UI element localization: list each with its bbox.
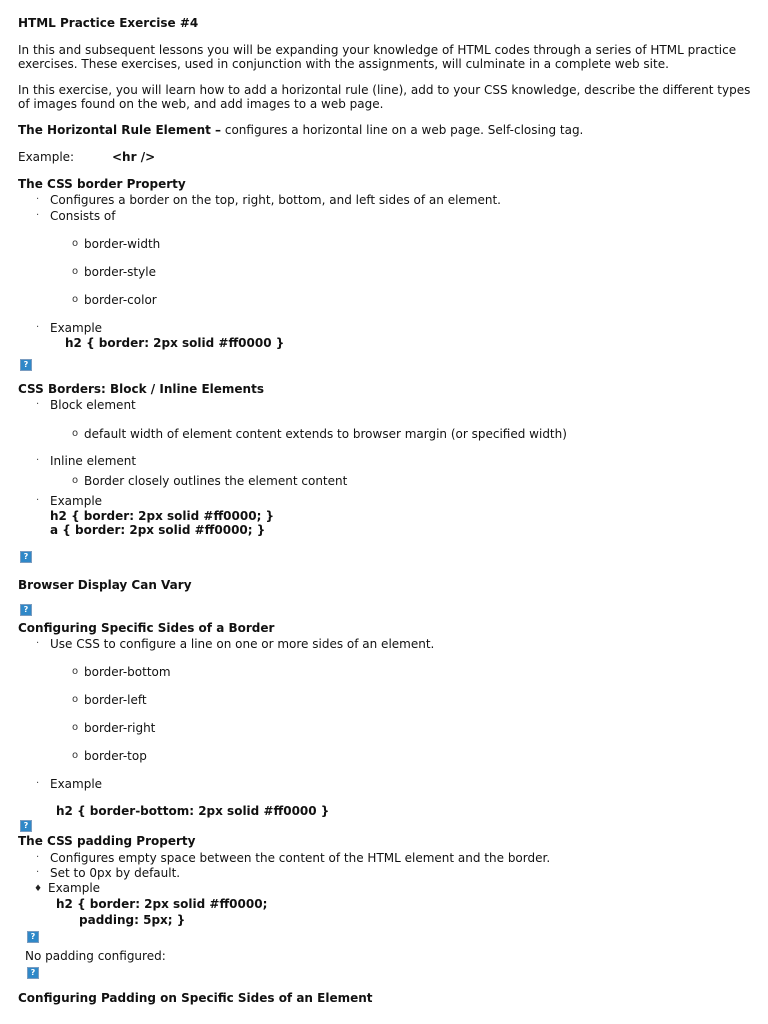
- sub-bullet-marker: o: [72, 750, 79, 761]
- sub-bullet-marker: o: [72, 428, 79, 439]
- border-bullet-1: Configures a border on the top, right, bottom, and left sides of an element.: [50, 193, 501, 207]
- diamond-bullet-marker: ♦: [34, 884, 43, 894]
- border-example-code: h2 { border: 2px solid #ff0000 }: [65, 336, 285, 350]
- border-sub-item: border-width: [84, 237, 161, 251]
- sides-example-code: h2 { border-bottom: 2px solid #ff0000 }: [56, 804, 330, 818]
- broken-image-icon: ?: [20, 820, 32, 832]
- bullet-marker: ·: [36, 778, 40, 789]
- specific-sides-heading: Configuring Specific Sides of a Border: [18, 621, 275, 635]
- bullet-marker: ·: [36, 399, 40, 410]
- padding-bullet-1: Configures empty space between the content of the HTML element and the border.: [50, 851, 551, 865]
- padding-bullet-2: Set to 0px by default.: [50, 866, 181, 880]
- sub-bullet-marker: o: [72, 666, 79, 677]
- border-heading: The CSS border Property: [18, 177, 186, 191]
- sub-bullet-marker: o: [72, 722, 79, 733]
- sub-bullet-marker: o: [72, 238, 79, 249]
- no-padding-caption: No padding configured:: [25, 949, 166, 963]
- border-bullet-3: Example: [50, 321, 103, 335]
- bullet-marker: ·: [36, 867, 40, 878]
- border-bullet-2: Consists of: [50, 209, 116, 223]
- sides-bullet-2: Example: [50, 777, 103, 791]
- block-example-code-1: h2 { border: 2px solid #ff0000; }: [50, 509, 275, 523]
- block-bullet-2: Inline element: [50, 454, 137, 468]
- block-sub-1: default width of element content extends to browser margin (or specified width): [84, 427, 567, 441]
- bullet-marker: ·: [36, 852, 40, 863]
- sub-bullet-marker: o: [72, 694, 79, 705]
- page-title: HTML Practice Exercise #4: [18, 16, 199, 30]
- browser-display-heading: Browser Display Can Vary: [18, 578, 192, 592]
- hr-section-line: [18, 123, 583, 137]
- broken-image-icon: ?: [27, 931, 39, 943]
- sides-sub-item: border-top: [84, 749, 147, 763]
- intro-paragraph-2: In this exercise, you will learn how to add a horizontal rule (line), add to your CSS knowledge, describe the different types of images found on the web, and add images to a web page.: [18, 83, 751, 111]
- hr-example-label: Example:: [18, 150, 75, 164]
- padding-heading: The CSS padding Property: [18, 834, 196, 848]
- sub-bullet-marker: o: [72, 266, 79, 277]
- hr-heading: The Horizontal Rule Element –: [18, 123, 222, 137]
- broken-image-icon: ?: [20, 359, 32, 371]
- broken-image-icon: ?: [20, 604, 32, 616]
- padding-bullet-3: Example: [48, 881, 101, 895]
- intro-paragraph-1: In this and subsequent lessons you will be expanding your knowledge of HTML codes through a series of HTML practice exercises. These exercises, used in conjunction with the assignments, will culminate in a complete web site.: [18, 43, 737, 71]
- bullet-marker: ·: [36, 455, 40, 466]
- sides-sub-item: border-bottom: [84, 665, 171, 679]
- border-sub-item: border-style: [84, 265, 156, 279]
- sides-sub-item: border-right: [84, 721, 156, 735]
- broken-image-icon: ?: [20, 551, 32, 563]
- sub-bullet-marker: o: [72, 475, 79, 486]
- padding-sides-heading: Configuring Padding on Specific Sides of an Element: [18, 991, 373, 1005]
- bullet-marker: ·: [36, 210, 40, 221]
- bullet-marker: ·: [36, 194, 40, 205]
- hr-description: configures a horizontal line on a web page. Self-closing tag.: [221, 123, 584, 137]
- block-sub-2: Border closely outlines the element content: [84, 474, 348, 488]
- broken-image-icon: ?: [27, 967, 39, 979]
- padding-example-code-1: h2 { border: 2px solid #ff0000;: [56, 897, 268, 911]
- block-bullet-3: Example: [50, 494, 103, 508]
- block-inline-heading: CSS Borders: Block / Inline Elements: [18, 382, 264, 396]
- block-example-code-2: a { border: 2px solid #ff0000; }: [50, 523, 266, 537]
- sides-bullet-1: Use CSS to configure a line on one or more sides of an element.: [50, 637, 435, 651]
- bullet-marker: ·: [36, 322, 40, 333]
- bullet-marker: ·: [36, 495, 40, 506]
- bullet-marker: ·: [36, 638, 40, 649]
- sides-sub-item: border-left: [84, 693, 147, 707]
- sub-bullet-marker: o: [72, 294, 79, 305]
- block-bullet-1: Block element: [50, 398, 136, 412]
- hr-example-code: <hr />: [112, 150, 156, 164]
- border-sub-item: border-color: [84, 293, 157, 307]
- padding-example-code-2: padding: 5px; }: [79, 913, 186, 927]
